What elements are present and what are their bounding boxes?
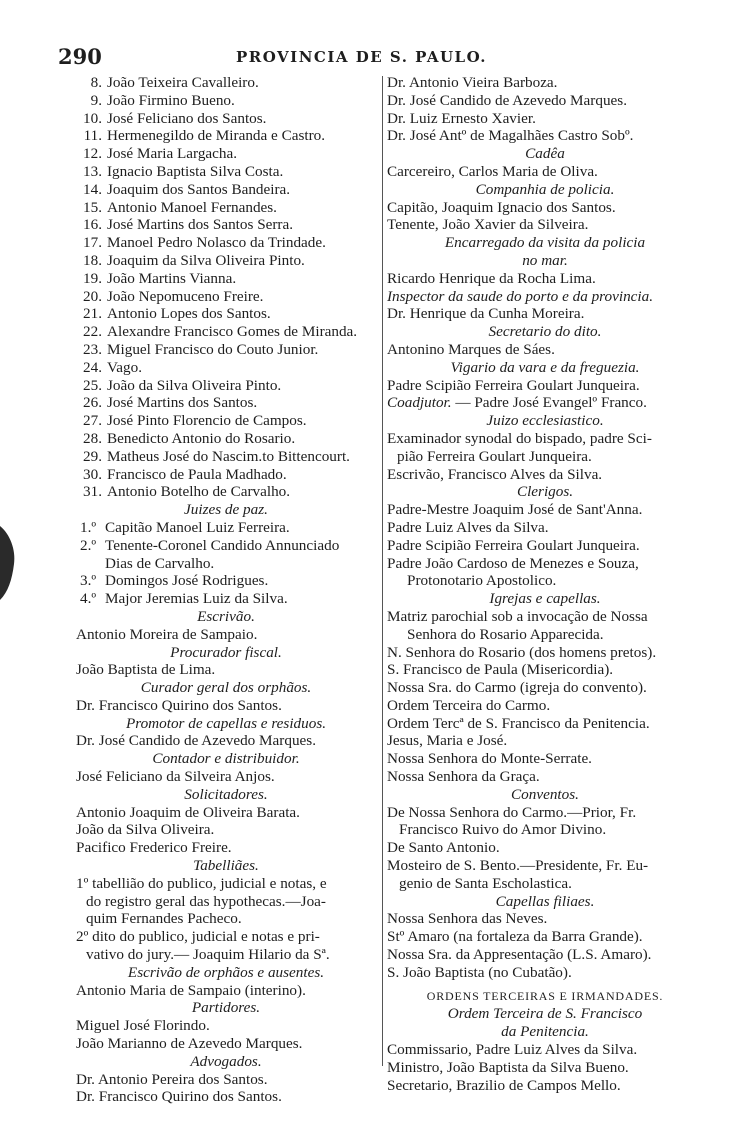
item-number: 20. [83, 287, 102, 305]
convento-line: genio de Santa Escholastica. [399, 874, 572, 892]
list-item [76, 412, 376, 430]
igreja-line: Matriz parochial sob a invocação de Nossa [387, 607, 648, 625]
advogado-entry: Dr. Antonio Pereira dos Santos. [76, 1070, 268, 1088]
convento-line: De Nossa Senhora do Carmo.—Prior, Fr. [387, 803, 637, 821]
list-item [76, 323, 376, 341]
item-number: 11. [83, 127, 102, 145]
section-heading-inspector: Inspector da saude do porto e da provincia. [387, 287, 654, 305]
list-item [76, 288, 376, 306]
page-number: 290 [58, 44, 102, 69]
filial-line: Stº Amaro (na fortaleza da Barra Grande). [387, 928, 643, 946]
section-heading-filiaes: Capellas filiaes. [495, 892, 595, 910]
escrivao-orphaos-entry: Antonio Maria de Sampaio (interino). [76, 981, 306, 999]
tabelliao-line: vativo do jury.— Joaquim Hilario da Sª. [86, 946, 330, 964]
item-number: 3.º [80, 572, 97, 590]
left-column [76, 74, 376, 1106]
section-heading-visita: Encarregado da visita da policia [444, 234, 646, 252]
item-text: Benedicto Antonio do Rosario. [107, 429, 296, 447]
list-item [76, 483, 376, 501]
item-number: 18. [83, 251, 102, 269]
solicitador-entry: João da Silva Oliveira. [76, 821, 215, 839]
section-heading-vigario: Vigario da vara e da freguezia. [450, 358, 640, 376]
item-text: José Pinto Florencio de Campos. [107, 412, 307, 430]
section-heading-juizes: Juizes de paz. [184, 501, 268, 519]
list-item [76, 394, 376, 412]
tabelliao-line: 1º tabellião do publico, judicial e notas, e [76, 874, 327, 892]
item-number: 12. [83, 145, 102, 163]
partidor-entry: Miguel José Florindo. [76, 1017, 210, 1035]
clerigo-line: Padre-Mestre Joaquim José de Sant'Anna. [387, 501, 643, 519]
item-number: 21. [83, 305, 102, 323]
filial-line: S. João Baptista (no Cubatão). [387, 963, 572, 981]
section-heading-cadea: Cadêa [525, 145, 565, 163]
item-number: 16. [83, 216, 102, 234]
item-text: Matheus José do Nascim.to Bittencourt. [107, 447, 350, 465]
item-number: 24. [83, 358, 102, 376]
binding-blot-icon [0, 520, 22, 604]
item-text: José Feliciano dos Santos. [107, 109, 267, 127]
right-column [387, 74, 703, 1094]
item-text: Alexandre Francisco Gomes de Miranda. [107, 323, 358, 341]
list-item [76, 110, 376, 128]
ordem-line: Secretario, Brazilio de Campos Mello. [387, 1076, 621, 1094]
item-text: Domingos José Rodrigues. [105, 572, 269, 590]
item-number: 10. [83, 109, 102, 127]
coadjutor-label: Coadjutor. [387, 394, 452, 412]
section-heading-ordem-cont: da Penitencia. [501, 1023, 589, 1041]
item-number: 1.º [80, 518, 97, 536]
juizo-line: Escrivão, Francisco Alves da Silva. [387, 465, 603, 483]
cadea-entry: Carcereiro, Carlos Maria de Oliva. [387, 162, 598, 180]
item-text: Vago. [107, 358, 143, 376]
item-text: Antonio Manoel Fernandes. [107, 198, 277, 216]
item-number: 19. [83, 269, 102, 287]
item-text: José Martins dos Santos Serra. [107, 216, 294, 234]
section-heading-visita-cont: no mar. [522, 251, 568, 269]
section-heading-conventos: Conventos. [511, 785, 579, 803]
list-item [76, 519, 376, 537]
item-text: Major Jeremias Luiz da Silva. [105, 590, 288, 608]
clerigo-line: Padre Scipião Ferreira Goulart Junqueira. [387, 536, 640, 554]
doctor-entry: Dr. José Candido de Azevedo Marques. [387, 91, 627, 109]
section-heading-igrejas: Igrejas e capellas. [489, 590, 601, 608]
igreja-line: Ordem Tercª de S. Francisco da Penitencia. [387, 714, 650, 732]
procurador-entry: João Baptista de Lima. [76, 661, 216, 679]
doctor-entry: Dr. Luiz Ernesto Xavier. [387, 109, 536, 127]
list-item [76, 430, 376, 448]
secretario-entry: Antonino Marques de Sáes. [387, 340, 555, 358]
item-text: Capitão Manoel Luiz Ferreira. [105, 518, 290, 536]
section-heading-solicitadores: Solicitadores. [184, 785, 268, 803]
item-text: Antonio Lopes dos Santos. [107, 305, 271, 323]
section-heading-curador: Curador geral dos orphãos. [140, 679, 312, 697]
clerigo-line: Padre João Cardoso de Menezes e Souza, [387, 554, 639, 572]
juizes-list [76, 519, 376, 608]
list-item [76, 466, 376, 484]
policia-entry: Capitão, Joaquim Ignacio dos Santos. [387, 198, 616, 216]
section-heading-tabelliaes: Tabelliães. [193, 857, 259, 875]
section-heading-ordem: Ordem Terceira de S. Francisco [447, 1005, 643, 1023]
page-header [58, 44, 710, 72]
igreja-line: N. Senhora do Rosario (dos homens pretos). [387, 643, 657, 661]
list-item [76, 127, 376, 145]
policia-entry: Tenente, João Xavier da Silveira. [387, 216, 589, 234]
promotor-entry: Dr. José Candido de Azevedo Marques. [76, 732, 316, 750]
list-item [76, 199, 376, 217]
item-number: 14. [83, 180, 102, 198]
juizo-line: pião Ferreira Goulart Junqueira. [397, 447, 592, 465]
item-number: 28. [83, 429, 102, 447]
list-item [76, 252, 376, 270]
clerigo-line: Padre Luiz Alves da Silva. [387, 518, 549, 536]
inspector-entry: Dr. Henrique da Cunha Moreira. [387, 305, 585, 323]
convento-line: Francisco Ruivo do Amor Divino. [399, 821, 607, 839]
vigario-entry: Padre Scipião Ferreira Goulart Junqueira. [387, 376, 640, 394]
tabelliao-line: 2º dito do publico, judicial e notas e pri- [76, 928, 320, 946]
filial-line: Nossa Senhora das Neves. [387, 910, 548, 928]
item-text: Dias de Carvalho. [105, 554, 215, 572]
igreja-line: S. Francisco de Paula (Misericordia). [387, 661, 614, 679]
list-item [76, 377, 376, 395]
item-number: 8. [90, 74, 102, 91]
item-text: Hermenegildo de Miranda e Castro. [107, 127, 326, 145]
item-text: Miguel Francisco do Couto Junior. [107, 340, 319, 358]
solicitador-entry: Antonio Joaquim de Oliveira Barata. [76, 803, 300, 821]
section-heading-contador: Contador e distribuidor. [152, 750, 300, 768]
section-heading-procurador: Procurador fiscal. [170, 643, 282, 661]
item-number: 4.º [80, 590, 97, 608]
item-number: 9. [90, 91, 102, 109]
doctor-entry: Dr. José Antº de Magalhães Castro Sobº. [387, 127, 634, 145]
item-text: Ignacio Baptista Silva Costa. [107, 162, 284, 180]
section-heading-promotor: Promotor de capellas e residuos. [125, 714, 327, 732]
list-item [76, 234, 376, 252]
contador-entry: José Feliciano da Silveira Anjos. [76, 768, 275, 786]
list-item [76, 537, 376, 555]
item-text: João da Silva Oliveira Pinto. [107, 376, 282, 394]
item-number: 31. [83, 483, 102, 501]
list-item [76, 181, 376, 199]
list-item [76, 305, 376, 323]
item-number: 2.º [80, 536, 97, 554]
filial-line: Nossa Sra. da Appresentação (L.S. Amaro). [387, 946, 652, 964]
solicitador-entry: Pacifico Frederico Freire. [76, 839, 232, 857]
item-text: José Maria Largacha. [107, 145, 238, 163]
doctor-entry: Dr. Antonio Vieira Barboza. [387, 74, 558, 91]
list-item [76, 74, 376, 92]
section-heading-clerigos: Clerigos. [516, 483, 574, 501]
section-heading-escrivao-orphaos: Escrivão de orphãos e ausentes. [127, 963, 325, 981]
coadjutor-entry [387, 394, 703, 412]
juizo-line: Examinador synodal do bispado, padre Sci- [387, 429, 652, 447]
ordem-line: Ministro, João Baptista da Silva Bueno. [387, 1058, 629, 1076]
section-heading-advogados: Advogados. [190, 1052, 262, 1070]
list-item [76, 145, 376, 163]
item-text: Joaquim da Silva Oliveira Pinto. [107, 251, 305, 269]
numbered-list [76, 74, 376, 501]
igreja-line: Nossa Senhora do Monte-Serrate. [387, 750, 592, 768]
list-item [76, 216, 376, 234]
item-text: Antonio Botelho de Carvalho. [107, 483, 291, 501]
item-text: José Martins dos Santos. [107, 394, 258, 412]
section-heading-juizo: Juizo ecclesiastico. [486, 412, 604, 430]
item-number: 27. [83, 412, 102, 430]
coadjutor-name: — Padre José Evangelº Franco. [455, 394, 647, 412]
section-heading-policia: Companhia de policia. [475, 180, 615, 198]
item-number: 17. [83, 234, 102, 252]
item-text: Tenente-Coronel Candido Annunciado [105, 536, 340, 554]
list-item [76, 270, 376, 288]
item-text: Francisco de Paula Madhado. [107, 465, 287, 483]
page-title: PROVINCIA DE S. PAULO. [236, 48, 487, 66]
list-item [76, 572, 376, 590]
section-heading-escrivao: Escrivão. [197, 607, 255, 625]
tabelliao-line: do registro geral das hypothecas.—Joa- [86, 892, 326, 910]
item-number: 25. [83, 376, 102, 394]
section-heading-secretario: Secretario do dito. [488, 323, 602, 341]
igreja-line: Senhora do Rosario Apparecida. [407, 625, 604, 643]
item-text: Manoel Pedro Nolasco da Trindade. [107, 234, 326, 252]
list-item [76, 448, 376, 466]
section-heading-ordens: ORDENS TERCEIRAS E IRMANDADES. [426, 988, 664, 1003]
visita-entry: Ricardo Henrique da Rocha Lima. [387, 269, 596, 287]
clerigo-line: Protonotario Apostolico. [407, 572, 557, 590]
partidor-entry: João Marianno de Azevedo Marques. [76, 1035, 303, 1053]
list-item [76, 341, 376, 359]
list-item [76, 359, 376, 377]
convento-line: Mosteiro de S. Bento.—Presidente, Fr. Eu- [387, 857, 649, 875]
curador-entry: Dr. Francisco Quirino dos Santos. [76, 696, 282, 714]
item-number: 26. [83, 394, 102, 412]
list-item [76, 555, 376, 573]
item-number: 30. [83, 465, 102, 483]
igreja-line: Ordem Terceira do Carmo. [387, 696, 551, 714]
convento-line: De Santo Antonio. [387, 839, 500, 857]
item-text: João Firmino Bueno. [107, 91, 235, 109]
item-number: 13. [83, 162, 102, 180]
item-text: João Nepomuceno Freire. [107, 287, 264, 305]
item-number: 29. [83, 447, 102, 465]
item-text: João Teixeira Cavalleiro. [107, 74, 259, 91]
igreja-line: Jesus, Maria e José. [387, 732, 508, 750]
list-item [76, 163, 376, 181]
item-number: 22. [83, 323, 102, 341]
igreja-line: Nossa Senhora da Graça. [387, 768, 540, 786]
item-number: 15. [83, 198, 102, 216]
section-heading-partidores: Partidores. [191, 999, 261, 1017]
tabelliao-line: quim Fernandes Pacheco. [86, 910, 242, 928]
item-text: João Martins Vianna. [107, 269, 237, 287]
ordem-line: Commissario, Padre Luiz Alves da Silva. [387, 1041, 638, 1059]
list-item [76, 590, 376, 608]
list-item [76, 92, 376, 110]
igreja-line: Nossa Sra. do Carmo (igreja do convento). [387, 679, 647, 697]
advogado-entry: Dr. Francisco Quirino dos Santos. [76, 1088, 282, 1106]
item-text: Joaquim dos Santos Bandeira. [107, 180, 291, 198]
column-divider [382, 76, 383, 1066]
item-number: 23. [83, 340, 102, 358]
escrivao-entry: Antonio Moreira de Sampaio. [76, 625, 258, 643]
